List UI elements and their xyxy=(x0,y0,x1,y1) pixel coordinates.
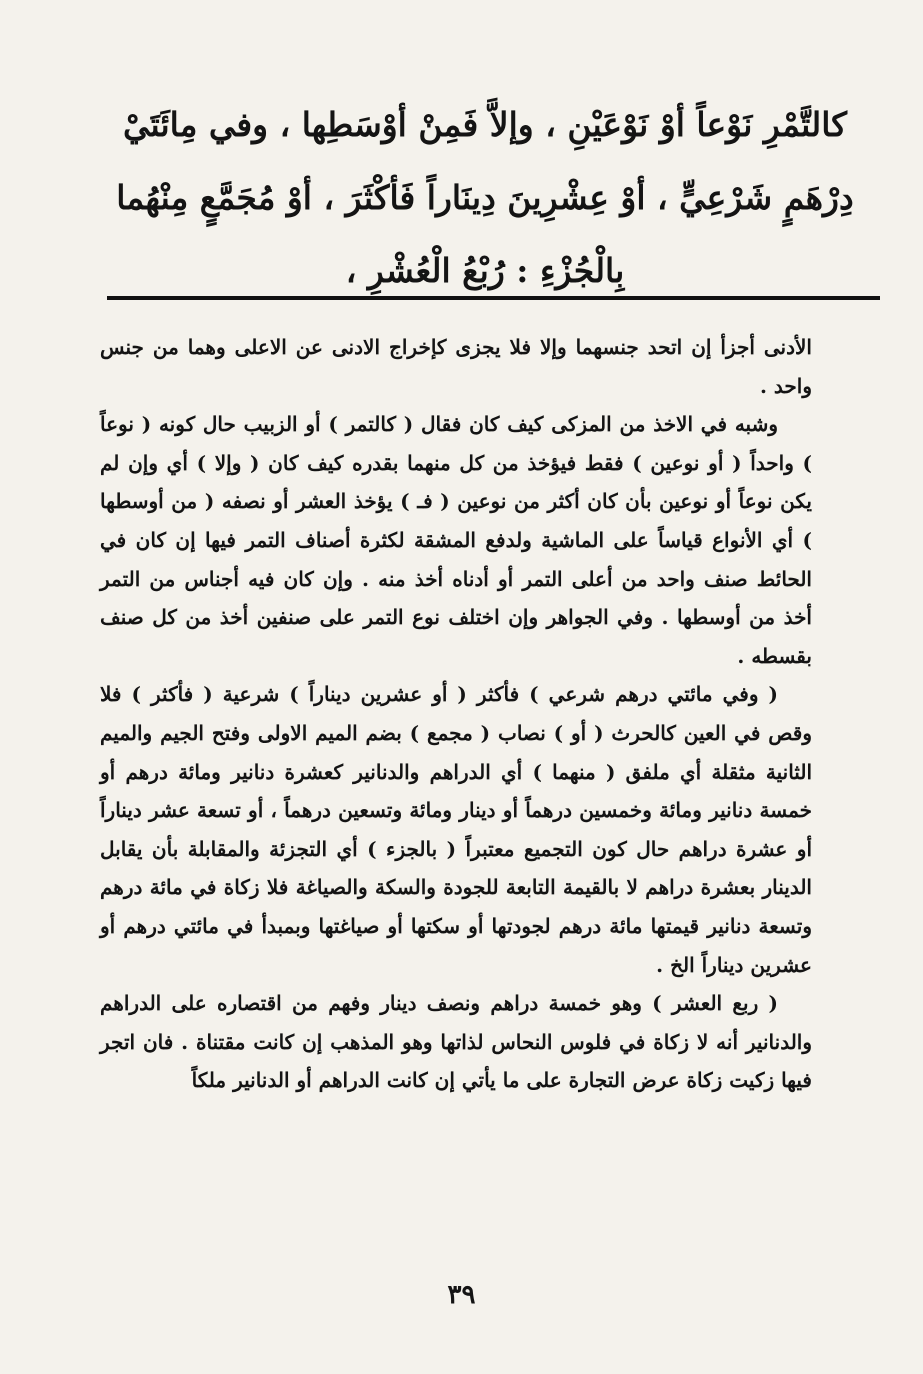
commentary-paragraph: الأدنى أجزأ إن اتحد جنسهما وإلا فلا يجزى كإخراج الادنى عن الاعلى وهما من جنس واحد . xyxy=(100,335,812,398)
commentary-paragraph: وشبه في الاخذ من المزكى كيف كان فقال ( كالتمر ) أو الزبيب حال كونه ( نوعاً ) واحداً ( أو نوعين ) فقط فيؤخذ من كل منهما بقدره كيف كان ( وإلا ) أي وإن لم يكن نوعاً أو نوعين بأن كان أكثر من نوعين ( فـ ) يؤخذ العشر أو نصفه ( من أوسطها ) أي الأنواع قياساً على الماشية ولدفع المشقة لكثرة أصناف التمر فيها إن كان في الحائط صنف واحد من أعلى التمر أو أدناه أخذ منه . وإن كان فيه أجناس من التمر أخذ من أوسطها . وفي الجواهر وإن اختلف نوع التمر على صنفين أخذ من كل صنف بقسطه . xyxy=(100,412,813,668)
commentary-paragraph: ( ربع العشر ) وهو خمسة دراهم ونصف دينار وفهم من اقتصاره على الدراهم والدنانير أنه لا زكاة في فلوس النحاس لذاتها وهو المذهب إن كانت مقتناة . فان اتجر فيها زكيت زكاة عرض التجارة على ما يأتي إن كانت الدراهم أو الدنانير ملكاً xyxy=(100,991,812,1093)
matn-line: بِالْجُزْءِ : رُبْعُ الْعُشْرِ ، xyxy=(345,251,625,290)
matn-line: كالتَّمْرِ نَوْعاً أوْ نَوْعَيْنِ ، وإلاَّ فَمِنْ أوْسَطِها ، وفي مِائَتَيْ xyxy=(123,105,847,144)
matn-text-block xyxy=(95,88,875,307)
separator-rule xyxy=(107,296,880,300)
matn-line: دِرْهَمٍ شَرْعِيٍّ ، أوْ عِشْرِينَ دِينَاراً فَأكْثَرَ ، أوْ مُجَمَّعٍ مِنْهُما xyxy=(116,178,854,217)
commentary-paragraph: ( وفي مائتي درهم شرعي ) فأكثر ( أو عشرين ديناراً ) شرعية ( فأكثر ) فلا وقص في العين كالحرث ( أو ) نصاب ( مجمع ) بضم الميم الاولى وفتح الجيم والميم الثانية مثقلة أي ملفق ( منهما ) أي الدراهم والدنانير كعشرة دنانير ومائة درهم أو خمسة دنانير ومائة وخمسين درهماً أو دينار ومائة وتسعين درهماً ، أو تسعة عشر ديناراً أو عشرة دراهم حال كون التجميع معتبراً ( بالجزء ) أي التجزئة والمقابلة بأن يقابل الدينار بعشرة دراهم لا بالقيمة التابعة للجودة والسكة والصياغة فلا زكاة في مائة درهم وتسعة دنانير قيمتها مائة درهم لجودتها أو سكتها أو صياغتها وبمبدأ في مائتي درهم أو عشرين ديناراً الخ . xyxy=(100,682,812,977)
commentary-text-block xyxy=(100,328,812,1100)
page-number: ٣٩ xyxy=(447,1280,476,1310)
